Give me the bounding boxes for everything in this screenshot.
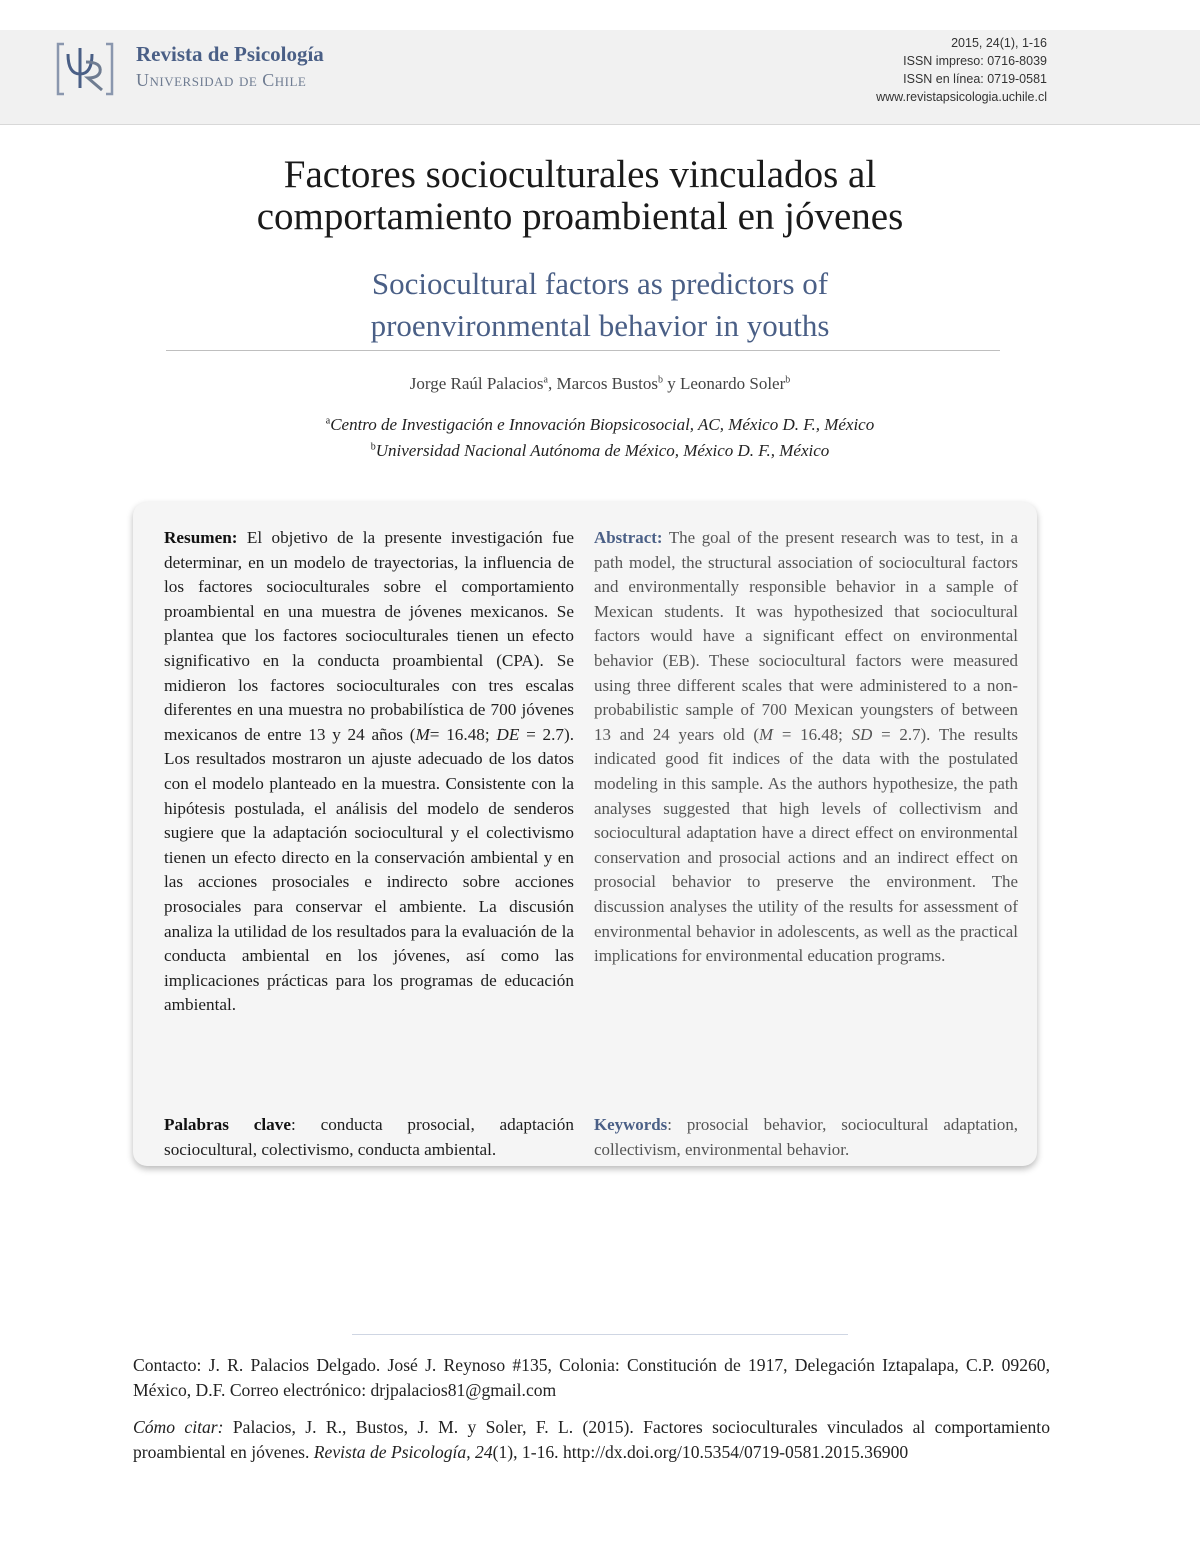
abstract-en-text: The goal of the present research was to test, in a path model, the structural association of sociocultural factors and environmentally responsible behavior in a sample of Mexican students. It was hypothesized that sociocultural factors would have a significant effect on environmental behavior (EB). These sociocultural factors were measured using three different scales that were administered to a non-probabilistic sample of 700 Mexican youngsters of between 13 and 24 years old ( — [594, 528, 1018, 744]
issn-online: ISSN en línea: 0719-0581 — [903, 72, 1047, 86]
cite-volume: 24 — [475, 1442, 493, 1462]
affiliation-mark: b — [785, 374, 791, 386]
abstract-spanish — [164, 526, 574, 1018]
abstract-en-text: = 2.7). The results indicated good fit indices of the data with the postulated modeling in this sample. As the authors hypothesize, the path analyses suggested that high levels of collectivism and sociocultural adaptation have a direct effect on environmental conservation and prosocial actions and an indirect effect on prosocial behavior to preserve the environment. The discussion analyses the utility of the results for assessment of environmental behavior in adolescents, as well as the practical implications for environmental education programs. — [594, 724, 1018, 966]
affiliation-mark: a — [543, 374, 548, 386]
citation-note — [133, 1415, 1050, 1465]
title-es-line-1: Factores socioculturales vinculados al — [283, 153, 877, 196]
author-separator: y — [662, 374, 680, 393]
abstract-es-text: El objetivo de la presente investigación fue determinar, en un modelo de trayectorias, la influencia de los factores socioculturales sobre el comportamiento proambiental en una muestra de jóvenes mexicanos. Se plantea que los factores socioculturales tienen un efecto significativo en la conducta proambiental (CPA). Se midieron los factores socioculturales con tres escalas diferentes en una muestra no probabilística de 700 jóvenes mexicanos de entre 13 y 24 años ( — [164, 528, 574, 744]
stat-symbol: SD — [851, 724, 873, 744]
journal-citation: 2015, 24(1), 1-16 — [951, 36, 1047, 50]
keywords-spanish — [164, 1113, 574, 1162]
keywords-english — [594, 1113, 1018, 1162]
cite-text: , — [466, 1442, 476, 1462]
keywords-en-label: Keywords — [594, 1115, 668, 1134]
affiliation-mark: b — [657, 374, 663, 386]
title-en-line-1: Sociocultural factors as predictors of — [371, 266, 829, 301]
journal-logo-icon — [56, 40, 114, 98]
affiliation-mark: a — [325, 415, 331, 427]
author-name: Marcos Bustos — [556, 374, 658, 393]
journal-website-link[interactable]: www.revistapsicologia.uchile.cl — [876, 90, 1047, 104]
keywords-es-text: : conducta prosocial, adaptación sociocultural, colectivismo, conducta ambiental. — [164, 1115, 574, 1159]
affiliation-mark: b — [370, 441, 376, 453]
author-name: Jorge Raúl Palacios — [409, 374, 544, 393]
cite-journal: Revista de Psicología — [313, 1442, 467, 1462]
doi-link[interactable]: (1), 1-16. http://dx.doi.org/10.5354/0719-0581.2015.36900 — [492, 1442, 909, 1462]
abstract-es-text: = 2.7). Los resultados mostraron un ajuste adecuado de los datos con el modelo planteado en la muestra. Consistente con la hipótesis postulada, el análisis del modelo de senderos sugiere que la adaptación sociocultural y el colectivismo tienen un efecto directo en la conservación ambiental y en las acciones prosociales e indirecto sobre acciones prosociales para conservar el ambiente. La discusión analiza la utilidad de los resultados para la evaluación de la conducta ambiental en los jóvenes, así como las implicaciones prácticas para los programas de educación ambiental. — [164, 724, 575, 1015]
author-name: Leonardo Soler — [679, 374, 786, 393]
title-en-line-2: proenvironmental behavior in youths — [370, 308, 830, 343]
article-title-spanish — [0, 154, 1160, 238]
abstract-es-text: = 16.48; — [429, 724, 497, 744]
title-es-line-2: comportamiento proambiental en jóvenes — [256, 195, 904, 238]
cite-text: Palacios, J. R., Bustos, J. M. y Soler, F. L. (2015). Factores socioculturales vinculados al comportamiento proambiental en jóvenes. — [133, 1417, 1050, 1462]
affiliation-text: Centro de Investigación e Innovación Biopsicosocial, AC, México D. F., México — [330, 415, 875, 434]
author-separator: , — [547, 374, 557, 393]
abstract-en-label: Abstract: — [594, 528, 663, 547]
article-title-english — [0, 263, 1200, 347]
affiliation-b — [0, 441, 1200, 461]
abstract-es-label: Resumen: — [164, 528, 238, 547]
stat-symbol: M — [415, 724, 430, 744]
affiliation-a — [0, 415, 1200, 435]
cite-label: Cómo citar: — [133, 1417, 224, 1437]
journal-university: Universidad de Chile — [136, 70, 307, 90]
keywords-es-label: Palabras clave — [164, 1115, 291, 1134]
title-divider — [166, 350, 1000, 351]
abstract-english — [594, 526, 1018, 969]
journal-meta — [876, 34, 1047, 106]
abstract-en-text: = 16.48; — [773, 724, 852, 744]
keywords-en-text: : prosocial behavior, sociocultural adaptation, collectivism, environmental behavior. — [594, 1115, 1018, 1159]
stat-symbol: M — [758, 724, 774, 744]
footnote-divider — [352, 1334, 848, 1335]
contact-note: Contacto: J. R. Palacios Delgado. José J. Reynoso #135, Colonia: Constitución de 1917, Delegación Iztapalapa, C.P. 09260, México, D.F. Correo electrónico: drjpalacios81@gmail.com — [133, 1355, 1050, 1400]
author-list — [0, 374, 1200, 394]
stat-symbol: DE — [496, 724, 520, 744]
journal-name: Revista de Psicología — [136, 42, 324, 66]
affiliation-text: Universidad Nacional Autónoma de México, México D. F., México — [375, 441, 830, 460]
issn-print: ISSN impreso: 0716-8039 — [903, 54, 1047, 68]
